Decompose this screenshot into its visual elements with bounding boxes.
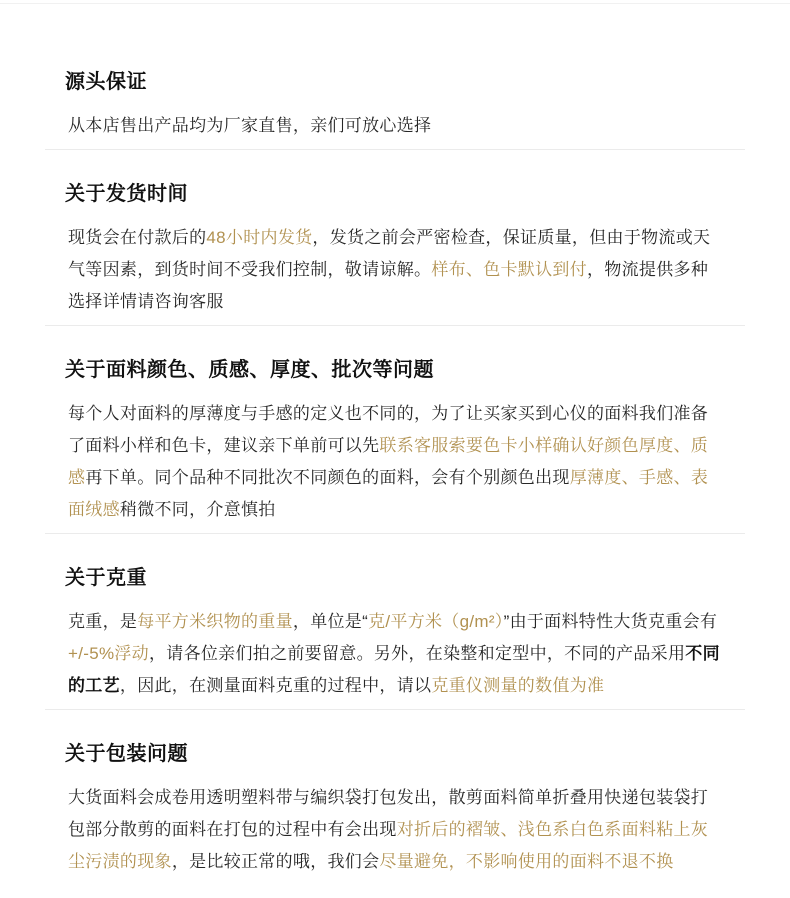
text-run-accent: 样布、色卡默认到付	[431, 260, 588, 279]
text-run-normal: ，请各位亲们拍之前要留意。另外，在染整和定型中，不同的产品采用	[148, 644, 686, 663]
section-paragraph	[65, 110, 722, 142]
text-run-accent: 48小时内发货	[206, 228, 313, 247]
text-run-normal: ”由于面料特性大货克重会有	[503, 612, 718, 631]
text-run-normal: 每个人对面料的厚薄度与手感的定义也不同的，为了让买家买到心仪的面料我们准备了面料小样和色卡，建议亲下单前可以先	[68, 404, 709, 455]
section-heading: 源头保证	[65, 71, 147, 93]
text-run-normal: ，单位是“	[292, 612, 369, 631]
text-run-bold: 不同的工艺	[68, 644, 720, 695]
text-run-accent: 克重仪测量的数值为准	[431, 676, 605, 695]
section-divider	[45, 533, 745, 534]
product-notice-page	[0, 68, 790, 878]
section-source-guarantee	[0, 68, 790, 142]
section-fabric-issues	[0, 356, 790, 526]
text-run-normal: 再下单。同个品种不同批次不同颜色的面料，会有个别颜色出现	[85, 468, 570, 487]
section-heading: 关于面料颜色、质感、厚度、批次等问题	[65, 359, 434, 381]
text-run-normal: ，物流提供多种选择详情请咨询客服	[68, 260, 709, 311]
section-divider	[45, 709, 745, 710]
section-heading: 关于包装问题	[65, 743, 188, 765]
text-run-normal: ，因此，在测量面料克重的过程中，请以	[119, 676, 432, 695]
section-paragraph	[65, 782, 722, 878]
section-heading: 关于发货时间	[65, 183, 188, 205]
text-run-normal: 克重，是	[68, 612, 138, 631]
text-run-accent: 每平方米织物的重量	[137, 612, 293, 631]
section-fabric-weight	[0, 564, 790, 702]
section-divider	[45, 149, 745, 150]
text-run-normal: ，是比较正常的哦，我们会	[171, 852, 380, 871]
section-shipping-time	[0, 180, 790, 318]
top-divider	[0, 3, 790, 4]
text-run-accent: 对折后的褶皱、浅色系白色系面料粘上灰尘污渍的现象	[68, 820, 709, 871]
section-divider	[45, 325, 745, 326]
section-paragraph	[65, 398, 722, 526]
section-packaging	[0, 740, 790, 878]
text-run-accent: 联系客服索要色卡小样确认好颜色厚度、质感	[68, 436, 709, 487]
text-run-normal: 大货面料会成卷用透明塑料带与编织袋打包发出，散剪面料简单折叠用快递包装袋打包部分散剪的面料在打包的过程中有会出现	[68, 788, 709, 839]
text-run-normal: 现货会在付款后的	[68, 228, 207, 247]
text-run-accent: 克/平方米（g/m²）	[368, 612, 504, 631]
text-run-normal: ，发货之前会严密检查，保证质量，但由于物流或天气等因素，到货时间不受我们控制，敬请谅解。	[68, 228, 711, 279]
section-paragraph	[65, 606, 722, 702]
section-heading: 关于克重	[65, 567, 147, 589]
text-run-normal: 从本店售出产品均为厂家直售，亲们可放心选择	[68, 116, 432, 135]
text-run-accent: 尽量避免，不影响使用的面料不退不换	[379, 852, 674, 871]
text-run-accent: 厚薄度、手感、表面绒感	[68, 468, 709, 519]
text-run-normal: 稍微不同，介意慎拍	[119, 500, 276, 519]
section-paragraph	[65, 222, 722, 318]
text-run-accent: +/-5%浮动	[68, 644, 149, 663]
